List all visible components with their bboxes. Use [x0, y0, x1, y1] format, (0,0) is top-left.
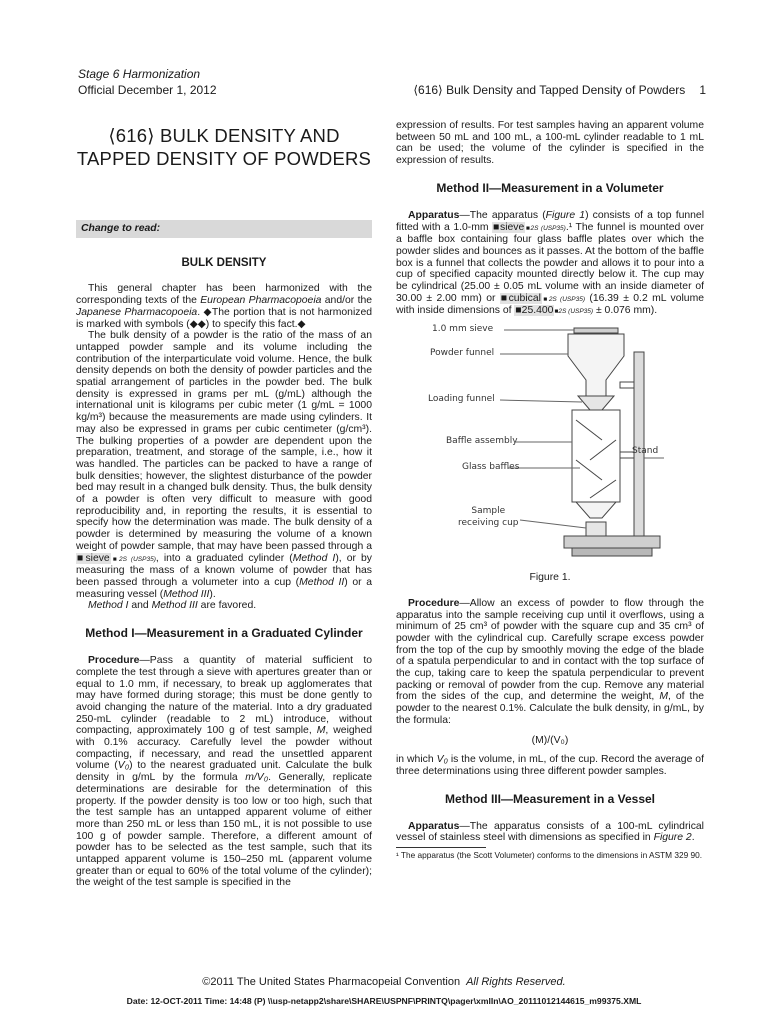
label-sample-cup: Sample receiving cup [458, 506, 519, 528]
change-to-read-note: Change to read: [76, 220, 372, 238]
official-date: Official December 1, 2012 [78, 83, 217, 97]
running-title: ⟨616⟩ Bulk Density and Tapped Density of Powders [413, 83, 686, 97]
continued-text: expression of results. For test samples having an apparent volume between 50 mL and 100 mL, a 100-mL cylinder readable to 1 mL can be used; the volume of the cylinder is specified in the expression of results. [396, 120, 704, 167]
figure-1-caption: Figure 1. [529, 572, 571, 584]
sieve-revision-mark: ■sieve [77, 552, 110, 564]
label-loading-funnel: Loading funnel [428, 394, 495, 405]
harmonization-paragraph: This general chapter has been harmonized with the corresponding texts of the European Pharmacopoeia and/or the Japanese Pharmacopoeia. ◆The portion that is not harmonized is marked with symbols (◆◆) to specify this fact.◆ [76, 283, 373, 330]
bulk-density-formula: (M)/(V₀) [531, 734, 569, 746]
copyright-text: ©2011 The United States Pharmacopeial Convention [202, 976, 461, 988]
footnote-1: ¹ The apparatus (the Scott Volumeter) conforms to the dimensions in ASTM 329 90. [396, 850, 703, 861]
method-2-heading: Method II—Measurement in a Volumeter [436, 180, 664, 195]
sieve-shape [574, 328, 618, 333]
stand-arm-upper [620, 382, 634, 388]
right-column [396, 120, 704, 860]
label-stand: Stand [632, 446, 659, 457]
loading-funnel-shape [578, 396, 614, 410]
method-3-heading: Method III—Measurement in a Vessel [444, 791, 656, 806]
footnote-divider [396, 847, 486, 848]
formula-explanation: in which V₀ is the volume, in mL, of the cup. Record the average of three determinations using three different powder samples. [396, 754, 704, 777]
favored-methods-paragraph: Method I and Method III are favored. [88, 600, 257, 612]
left-column [76, 120, 372, 889]
stand-foot-shape [572, 548, 652, 556]
label-baffle-assembly: Baffle assembly [446, 436, 518, 447]
running-header-left [78, 66, 217, 98]
method-2-apparatus: Apparatus—The apparatus (Figure 1) consists of a top funnel fitted with a 1.0-mm ■sieve■2S (USP35).¹ The funnel is mounted over a baffle box containing four glass baffle plates over which the powder slides and bounces as it passes. At the bottom of the baffle box is a funnel that collects the powder and allows it to pour into a cup of specified capacity mounted directly below it. The cup may be cylindrical (25.00 ± 0.05 mL volume with an inside diameter of 30.00 ± 2.00 mm) or ■cubical■2S (USP35) (16.39 ± 0.2 mL volume with inside dimensions of ■25.400■2S (USP35) ± 0.076 mm). [396, 209, 705, 317]
leader-sample-cup [520, 520, 586, 528]
chapter-title: ⟨616⟩ BULK DENSITY AND TAPPED DENSITY OF POWDERS [76, 125, 372, 169]
bottom-funnel-shape [576, 502, 616, 518]
powder-funnel-shape [568, 334, 624, 396]
method-3-apparatus: Apparatus—The apparatus consists of a 100-mL cylindrical vessel of stainless steel with dimensions as specified in Figure 2. [396, 820, 704, 844]
figure-1-volumeter [396, 322, 704, 566]
label-glass-baffles: Glass baffles [462, 462, 520, 473]
rights-reserved: All Rights Reserved. [466, 976, 566, 988]
method-1-procedure: Procedure—Pass a quantity of material sufficient to complete the test through a sieve with apertures greater than or equal to 1.0 mm, if necessary, to break up agglomerates that may have formed during storage; this must be done gently to avoid changing the nature of the material. Into a dry graduated 250-mL cylinder (readable to 2 mL) introduce, without compacting, approximately 100 g of test sample, M, weighed with 0.1% accuracy. Carefully level the powder without compacting, if necessary, and read the unsettled apparent volume (V₀) to the nearest graduated unit. Calculate the bulk density in g/mL by the formula m/V₀. Generally, replicate determinations are desirable for the determination of this property. If the powder density is too low or too high, such that the test sample has an untapped apparent volume of either more than 250 mL or less than 150 mL, it is not possible to use 100 g of powder sample. Therefore, a different amount of powder has to be selected as the test sample, such that its untapped apparent volume is 150–250 mL (apparent volume greater than or equal to 60% of the total volume of the cylinder); the weight of the test sample is specified in the [76, 655, 372, 889]
sample-cup-shape [586, 522, 606, 536]
copyright-footer [0, 976, 768, 988]
leader-loading-funnel [500, 400, 582, 402]
method-1-heading: Method I—Measurement in a Graduated Cylinder [85, 626, 363, 641]
label-powder-funnel: Powder funnel [430, 348, 495, 359]
bulk-density-definition-paragraph: The bulk density of a powder is the ratio of the mass of an untapped powder sample and its volume including the contribution of the interparticulate void volume. Hence, the bulk density depends on both the density of powder particles and the spatial arrangement of particles in the powder bed. The bulk density is expressed in grams per mL (g/mL) although the international unit is kilograms per cubic meter (1 g/mL = 1000 kg/m³) because the measurements are made using cylinders. It may also be expressed in grams per cubic centimeter (g/cm³). The bulking properties of a powder are dependent upon the preparation, treatment, and storage of the sample, i.e., how it was handled. The particles can be packed to have a range of bulk densities; however, the slightest disturbance of the powder bed may result in a changed bulk density. Thus, the bulk density of a powder is often very difficult to measure with good reproducibility and, in reporting the results, it is essential to specify how the determination was made. The bulk density of a powder is determined by measuring the volume of a known weight of powder sample, that may have been passed through a ■sieve■2S (USP35), into a graduated cylinder (Method I), or by measuring the mass of a known volume of powder that has been passed through a volumeter into a cup (Method II) or a measuring vessel (Method III). [76, 330, 373, 600]
stand-base-shape [564, 536, 660, 548]
print-date-line: Date: 12-OCT-2011 Time: 14:48 (P) \\usp-netapp2\share\SHARE\USPNF\PRINTQ\pager\xmlIn\AO_20111012144615_m99375.XML [126, 996, 642, 1006]
page-number: 1 [699, 83, 706, 97]
section-heading-bulk-density: BULK DENSITY [181, 256, 267, 269]
method-2-procedure: Procedure—Allow an excess of powder to flow through the apparatus into the sample receiving cup until it overflows, using a minimum of 25 cm³ of powder with the square cup and 35 cm³ of powder with the cylindrical cup. Carefully scrape excess powder from the top of the cup by smoothly moving the edge of the blade of a spatula perpendicular to and in contact with the top surface of the cup, taking care to keep the spatula perpendicular to prevent packing or removal of powder from the cup. Remove any material from the sides of the cup, and determine the weight, M, of the powder to the nearest 0.1%. Calculate the bulk density, in g/mL, by the formula: [396, 597, 704, 726]
label-sieve: 1.0 mm sieve [432, 324, 494, 335]
running-header-right [413, 82, 706, 98]
harmonization-stage: Stage 6 Harmonization [78, 67, 201, 81]
